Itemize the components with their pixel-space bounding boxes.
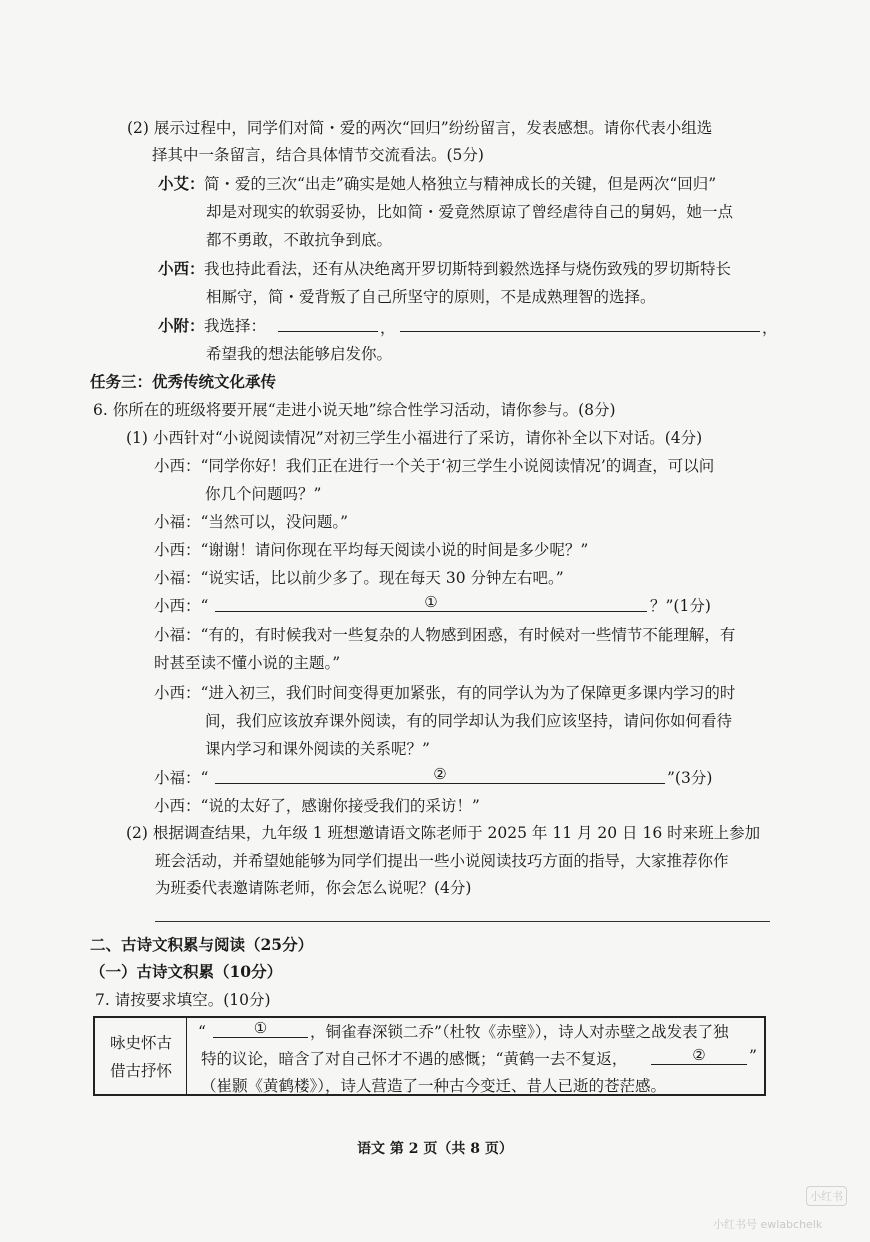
speaker-xiaofu: 小附： [158,316,205,335]
blank-number: ① [424,593,438,611]
answer-blank-1[interactable] [215,593,647,612]
q7-prompt: 7. 请按要求填空。(10分) [95,991,271,1009]
speaker-xiaoai: 小艾： [158,174,205,193]
quote-close: ” [749,1047,757,1065]
q6-prompt: 6. 你所在的班级将要开展“走进小说天地”综合性学习活动，请你参与。(8分) [93,401,616,419]
xiaoai-comment-2: 却是对现实的软弱妥协，比如简・爱竟然原谅了曾经虐待自己的舅妈，她一点 [206,203,734,221]
page-footer: 语文 第 2 页（共 8 页） [357,1141,513,1157]
section2-subheading: （一）古诗文积累（10分） [90,962,283,981]
xiaofu-closing: 希望我的想法能够启发你。 [206,345,393,363]
q6-1-prompt: (1) 小西针对“小说阅读情况”对初三学生小福进行了采访，请你补全以下对话。(4分) [126,429,703,447]
category-label: 咏史怀古 [109,1034,172,1052]
dialogue-line: 小福：“有的，有时候我对一些复杂的人物感到困惑，有时候对一些情节不能理解，有 [154,626,736,644]
q2-prompt-line2: 择其中一条留言，结合具体情节交流看法。(5分) [152,146,484,164]
blank-number: ① [253,1019,268,1037]
dialogue-prefix: 小西：“ [154,597,209,615]
xiaoxi-comment-1: 我也持此看法，还有从决绝离开罗切斯特到毅然选择与烧伤致残的罗切斯特长 [204,260,732,278]
dialogue-line: 小西：“谢谢！请问你现在平均每天阅读小说的时间是多少呢？” [154,541,589,559]
dialogue-line: 时甚至读不懂小说的主题。” [154,654,341,672]
section2-heading: 二、古诗文积累与阅读（25分） [90,935,314,954]
choice-blank[interactable] [278,316,378,332]
xiaofu-choose-label: 我选择： [204,317,267,335]
dialogue-line: 小西：“进入初三，我们时间变得更加紧张，有的同学认为为了保障更多课内学习的时 [154,684,736,702]
task3-heading: 任务三：优秀传统文化承传 [90,373,277,391]
dialogue-line: 小西：“同学你好！我们正在进行一个关于‘初三学生小说阅读情况’的调查，可以问 [154,457,715,475]
dialogue-line: 课内学习和课外阅读的关系呢？” [205,740,430,758]
q2-prompt-line1: (2) 展示过程中，同学们对简・爱的两次“回归”纷纷留言，发表感想。请你代表小组选 [127,119,713,137]
poem-row-3: （崔颢《黄鹤楼》），诗人营造了一种古今变迁、昔人已逝的苍茫感。 [201,1077,667,1095]
dialogue-line: 小西：“说的太好了，感谢你接受我们的采访！” [154,797,480,815]
poem-row-1: ，铜雀春深锁二乔”（杜牧《赤壁》），诗人对赤壁之战发表了独 [310,1023,729,1041]
xiaoai-comment-3: 都不勇敢，不敢抗争到底。 [206,231,393,249]
answer-blank-2[interactable] [215,765,665,784]
watermark-id: 小红书号 ewlabchelk [713,1218,823,1231]
dialogue-prefix: 小福：“ [154,769,209,787]
xiaoxi-comment-2: 相厮守，简・爱背叛了自己所坚守的原则，不是成熟理智的选择。 [206,288,656,306]
speaker-xiaoxi: 小西： [158,259,205,278]
category-label: 借古抒怀 [109,1062,172,1080]
dialogue-line: 小福：“当然可以，没问题。” [154,513,349,531]
comma: ， [762,319,778,337]
blank-number: ② [433,765,447,783]
dialogue-line: 间，我们应该放弃课外阅读，有的同学却认为我们应该坚持，请问你如何看待 [205,712,733,730]
dialogue-line: 你几个问题吗？” [205,485,322,503]
poem-blank-1[interactable] [213,1019,308,1038]
watermark-logo: 小红书 [806,1186,847,1206]
xiaoai-comment-1: 简・爱的三次“出走”确实是她人格独立与精神成长的关键，但是两次“回归” [204,175,717,193]
q6-2-prompt-line3: 为班委代表邀请陈老师，你会怎么说呢？(4分) [155,879,472,897]
quote-open: “ [198,1023,206,1041]
answer-line[interactable] [155,921,770,922]
dialogue-suffix: ”(3分) [667,769,713,787]
comma: ， [380,319,396,337]
q6-2-prompt-line1: (2) 根据调查结果，九年级 1 班想邀请语文陈老师于 2025 年 11 月 20 日 16 时来班上参加 [126,824,761,842]
reason-blank[interactable] [400,316,760,332]
dialogue-suffix: ？”(1分) [650,597,711,615]
q6-2-prompt-line2: 班会活动，并希望她能够为同学们提出一些小说阅读技巧方面的指导，大家推荐你作 [155,852,729,870]
blank-number: ② [692,1046,706,1064]
dialogue-line: 小福：“说实话，比以前少多了。现在每天 30 分钟左右吧。” [154,569,564,587]
poem-blank-2[interactable] [651,1046,747,1065]
category-cell [95,1018,187,1094]
poem-row-2: 特的议论，暗含了对自己怀才不遇的感慨；“黄鹤一去不复返， [201,1050,628,1068]
